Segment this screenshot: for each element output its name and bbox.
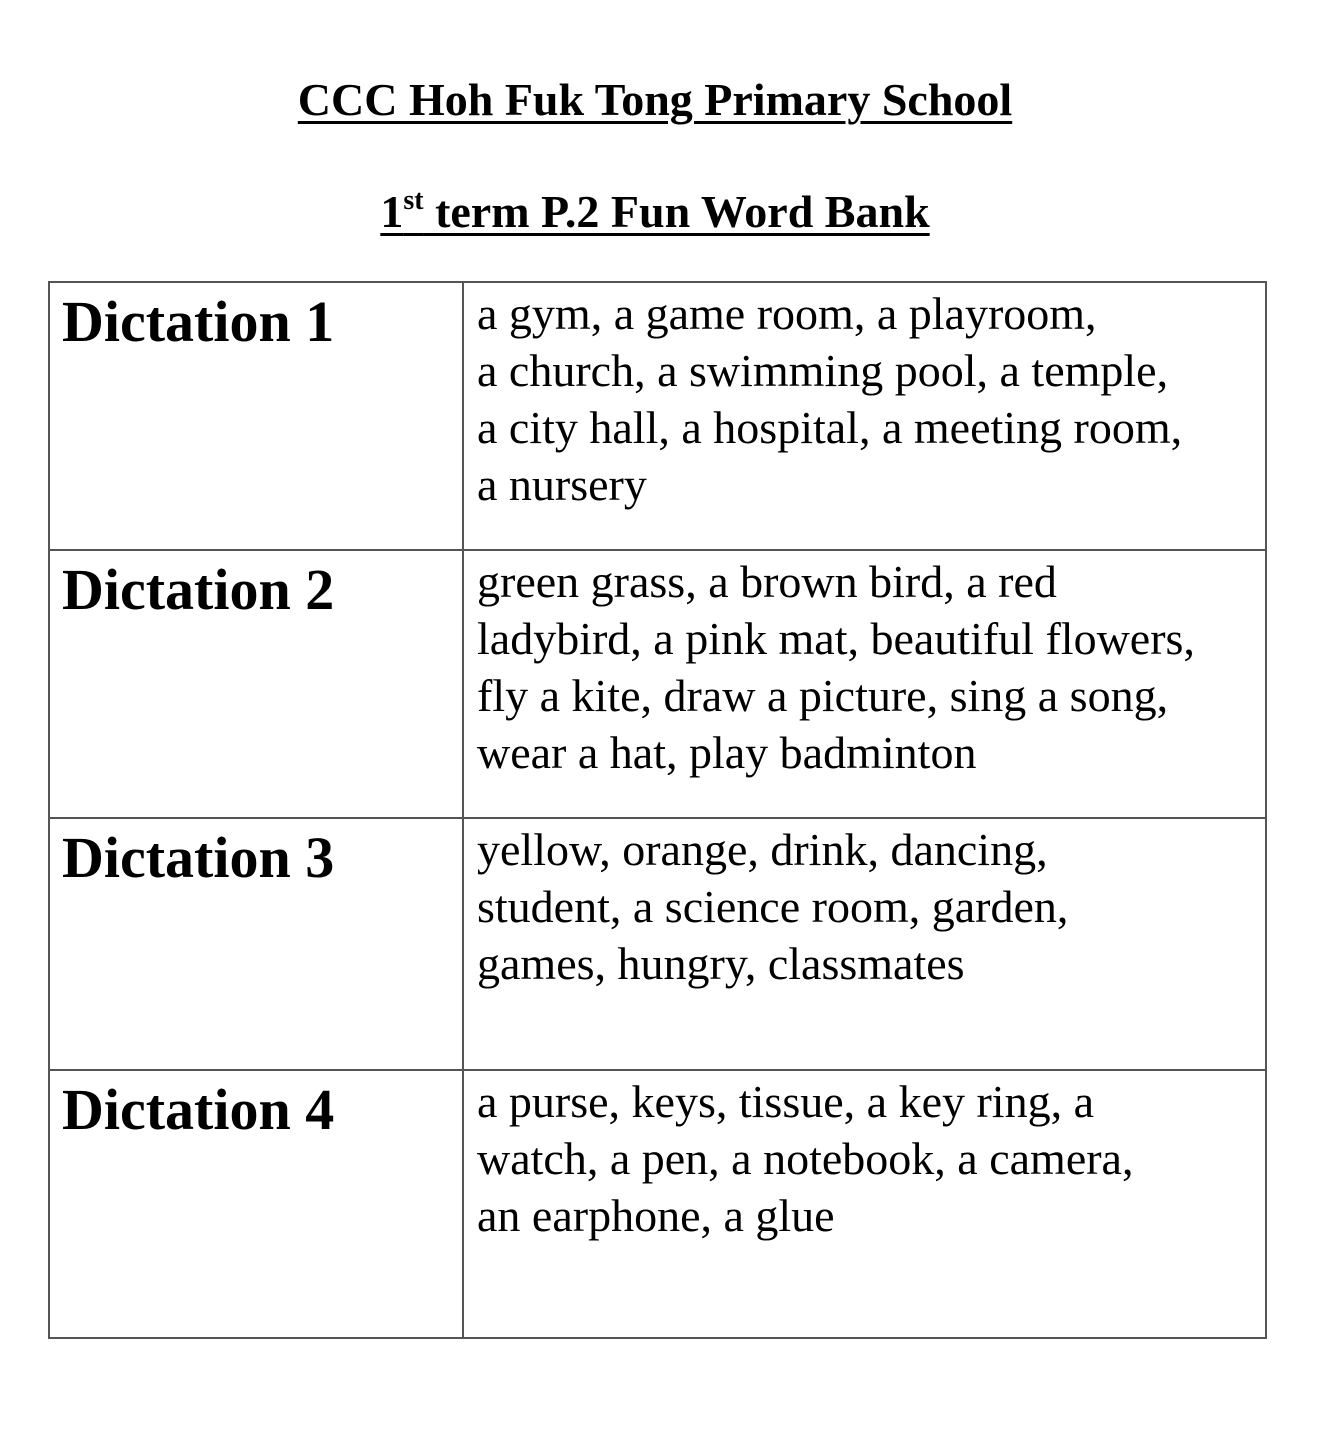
table-row bbox=[49, 550, 1266, 818]
word-line: a purse, keys, tissue, a key ring, a bbox=[477, 1076, 1095, 1127]
word-list bbox=[464, 1071, 1265, 1244]
word-list bbox=[464, 819, 1265, 992]
word-line: watch, a pen, a notebook, a camera, bbox=[477, 1133, 1134, 1184]
term-number: 1 bbox=[380, 186, 404, 237]
page-title: CCC Hoh Fuk Tong Primary School bbox=[297, 74, 1013, 125]
dictation-words-cell bbox=[463, 818, 1266, 1070]
word-line: a church, a swimming pool, a temple, bbox=[477, 345, 1169, 396]
word-line: wear a hat, play badminton bbox=[477, 727, 977, 778]
word-line: a nursery bbox=[477, 459, 647, 510]
dictation-words-cell bbox=[463, 550, 1266, 818]
word-line: games, hungry, classmates bbox=[477, 938, 965, 989]
word-line: an earphone, a glue bbox=[477, 1190, 835, 1241]
dictation-label-cell bbox=[49, 550, 463, 818]
word-line: a city hall, a hospital, a meeting room, bbox=[477, 402, 1183, 453]
table-row bbox=[49, 1070, 1266, 1338]
term-suffix: st bbox=[403, 185, 424, 216]
dictation-label: Dictation 3 bbox=[62, 825, 335, 890]
word-list bbox=[464, 283, 1265, 513]
word-line: yellow, orange, drink, dancing, bbox=[477, 824, 1048, 875]
dictation-label-cell bbox=[49, 282, 463, 550]
dictation-label: Dictation 4 bbox=[62, 1077, 335, 1142]
word-line: ladybird, a pink mat, beautiful flowers, bbox=[477, 613, 1195, 664]
dictation-label-cell bbox=[49, 1070, 463, 1338]
term-title: term P.2 Fun Word Bank bbox=[423, 186, 930, 237]
word-line: student, a science room, garden, bbox=[477, 881, 1069, 932]
word-line: green grass, a brown bird, a red bbox=[477, 556, 1057, 607]
table-row bbox=[49, 818, 1266, 1070]
dictation-label: Dictation 1 bbox=[62, 289, 335, 354]
table-row bbox=[49, 282, 1266, 550]
word-line: fly a kite, draw a picture, sing a song, bbox=[477, 670, 1169, 721]
dictation-words-cell bbox=[463, 282, 1266, 550]
word-bank-table bbox=[48, 281, 1267, 1339]
dictation-words-cell bbox=[463, 1070, 1266, 1338]
word-line: a gym, a game room, a playroom, bbox=[477, 288, 1097, 339]
dictation-label-cell bbox=[49, 818, 463, 1070]
word-list bbox=[464, 551, 1265, 781]
dictation-label: Dictation 2 bbox=[62, 557, 335, 622]
page-subtitle bbox=[0, 182, 1310, 242]
